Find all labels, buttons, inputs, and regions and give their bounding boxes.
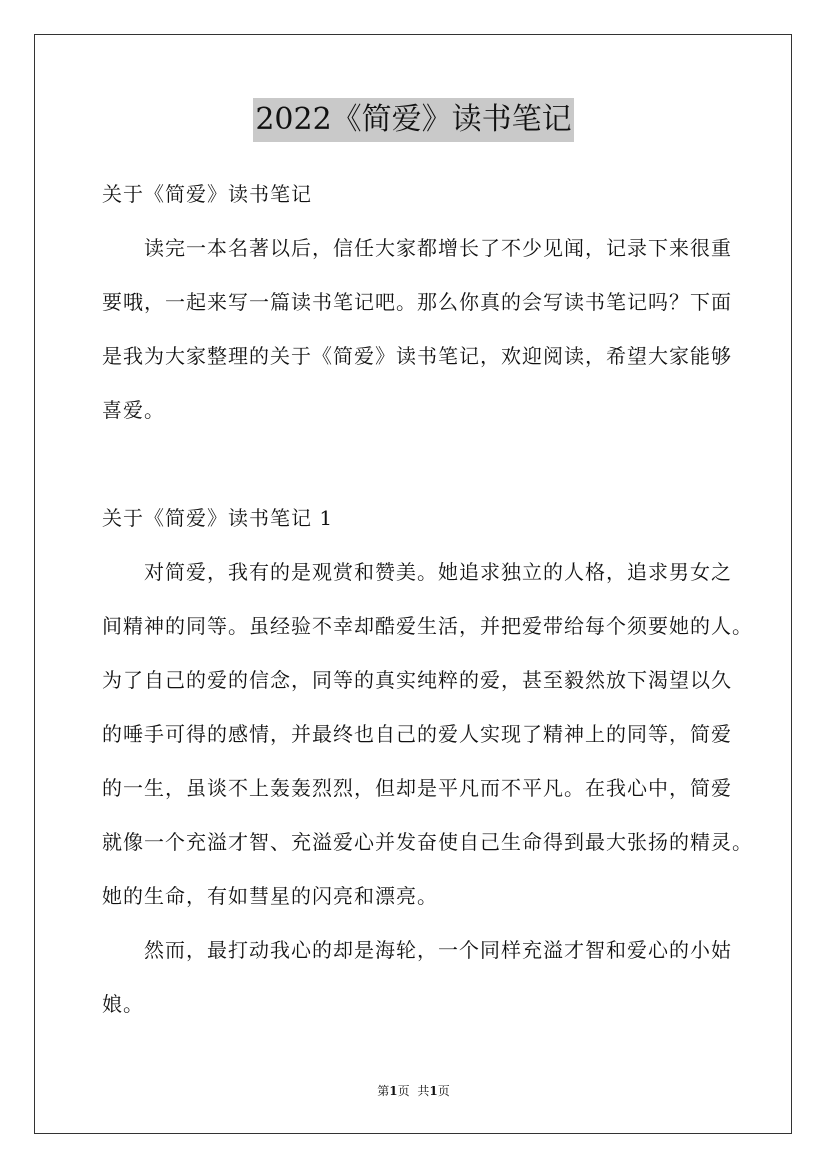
paragraph-line: 的唾手可得的感情，并最终也自己的爱人实现了精神上的同等，简爱 — [102, 722, 732, 746]
paragraph-line: 就像一个充溢才智、充溢爱心并发奋使自己生命得到最大张扬的精灵。 — [102, 830, 753, 854]
paragraph-line: 对简爱，我有的是观赏和赞美。她追求独立的人格，追求男女之 — [102, 560, 732, 584]
footer-page-prefix: 第 — [377, 1084, 390, 1098]
section-heading: 关于《简爱》读书笔记 1 — [102, 506, 334, 530]
footer-total-number: 1 — [429, 1084, 438, 1098]
paragraph-line: 为了自己的爱的信念，同等的真实纯粹的爱，甚至毅然放下渴望以久 — [102, 668, 732, 692]
paragraph-line: 喜爱。 — [102, 398, 165, 422]
paragraph-line: 娘。 — [102, 992, 144, 1016]
intro-heading: 关于《简爱》读书笔记 — [102, 182, 312, 206]
footer-total-suffix: 页 — [437, 1084, 450, 1098]
paragraph-line: 的一生，虽谈不上轰轰烈烈，但却是平凡而不平凡。在我心中，简爱 — [102, 776, 732, 800]
paragraph-line: 然而，最打动我心的却是海轮，一个同样充溢才智和爱心的小姑 — [102, 938, 732, 962]
paragraph-line: 读完一本名著以后，信任大家都增长了不少见闻，记录下来很重 — [102, 236, 732, 260]
footer-total-prefix: 共 — [417, 1084, 430, 1098]
paragraph-line: 间精神的同等。虽经验不幸却酷爱生活，并把爱带给每个须要她的人。 — [102, 614, 753, 638]
paragraph-line: 她的生命，有如彗星的闪亮和漂亮。 — [102, 884, 438, 908]
title-wrap — [0, 98, 827, 142]
document-title: 2022《简爱》读书笔记 — [253, 98, 573, 142]
page-footer — [0, 1083, 827, 1099]
footer-page-suffix: 页 — [397, 1084, 410, 1098]
footer-page-number: 1 — [389, 1084, 398, 1098]
paragraph-line: 要哦，一起来写一篇读书笔记吧。那么你真的会写读书笔记吗？下面 — [102, 290, 732, 314]
paragraph-line: 是我为大家整理的关于《简爱》读书笔记，欢迎阅读，希望大家能够 — [102, 344, 732, 368]
